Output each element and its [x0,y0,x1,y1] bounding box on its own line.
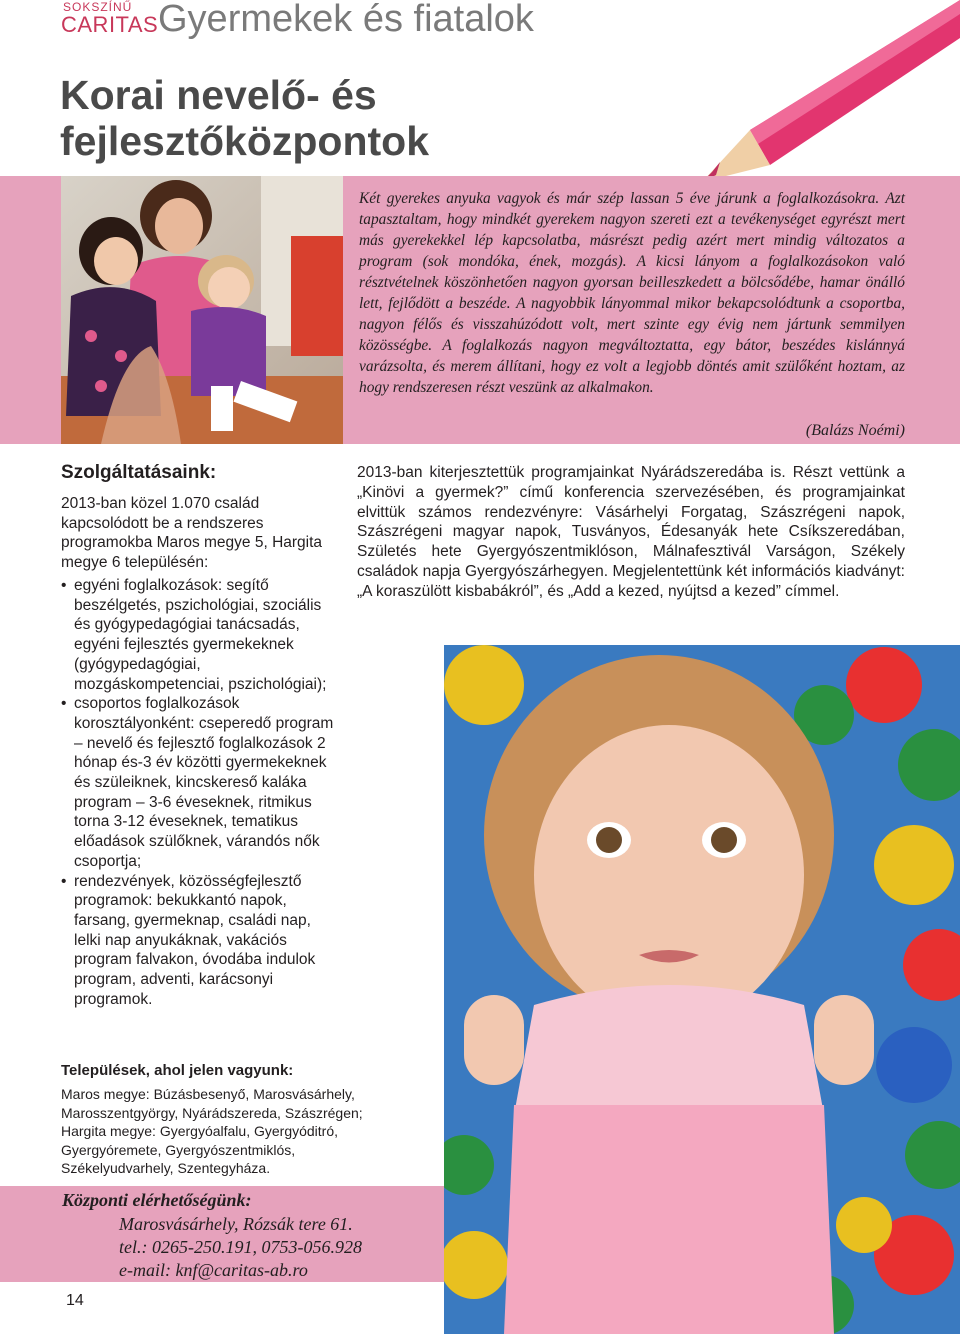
section-title: Gyermekek és fiatalok [158,0,534,40]
services-list-item: • rendezvények, közösségfejlesztő programok: bekukkantó napok, farsang, gyermeknap, családi nap, lelki nap anyukáknak, vakációs program falvakon, óvodába indulok program, adventi, karácsonyi programok. [61,872,341,1010]
services-list [61,576,341,1009]
contact-email: e-mail: knf@caritas-ab.ro [119,1260,308,1280]
title-line-2: fejlesztőközpontok [60,118,430,164]
maros-region-label: Maros megye: [61,1086,150,1102]
services-heading: Szolgáltatásaink: [61,462,217,483]
page-title [60,72,520,164]
services-list-item: • csoportos foglalkozások korosztályonként: cseperedő program – nevelő és fejlesztő foglalkozások 2 hónap és-3 év közötti gyermekeknek és szüleiknek, kincskereső kaláka program – 3-6 éveseknek, ritmikus torna 3-12 éveseknek, tematikus előadások szülőknek, várandós nők csoportja; [61,694,341,871]
programs-paragraph: 2013-ban kiterjesztettük programjainkat Nyárádszeredába is. Részt vettünk a „Kinövi a gyermek?” című konferencia szervezésében, és programjainkat elvittük számos rendezvényre: Vásárhelyi Forgatag, Szászrégeni napok, Szászrégeni magyar napok, Tusványos, Édesanyák hete Csíkszeredában, Születés hete Gyergyószentmiklóson, Málnafesztivál Varságon, Székely családok napja Gyergyószárhegyen. Megjelentettünk két információs kiadványt: „A koraszülött kisbabákról”, és „Add a kezed, nyújtsd a kezed” címmel. [357,464,905,600]
contact-heading: Központi elérhetőségünk: [62,1190,252,1210]
page-number: 14 [66,1292,84,1309]
pencil-illustration [690,0,960,200]
child-in-ball-pit-photo [444,645,960,1334]
towns-heading: Települések, ahol jelen vagyunk: [61,1062,294,1079]
contact-phone: tel.: 0265-250.191, 0753-056.928 [119,1237,362,1257]
brand-logo-text: CARITAS [61,12,159,37]
title-line-1: Korai nevelő- és [60,72,377,118]
testimonial-author: (Balázs Noémi) [805,422,905,439]
hargita-towns: Gyergyóalfalu, Gyergyóditró, Gyergyóremete, Gyergyószentmiklós, Székelyudvarhely, Szentegyháza. [61,1123,339,1176]
mother-with-children-photo [61,176,343,444]
maros-towns: Búzásbesenyő, Marosvásárhely, Marosszentgyörgy, Nyárádszereda, Szászrégen; [61,1086,363,1121]
contact-address: Marosvásárhely, Rózsák tere 61. [119,1214,353,1234]
testimonial-text: Két gyerekes anyuka vagyok és már szép lassan 5 éve járunk a foglalkozásokra. Azt tapasztaltam, hogy mindkét gyerekem nagyon szereti ezt a tevékenységet egyrészt mert más gyerekekkel lép kapcsolatba, másrészt pedig azért mert mindig változatos a program (sok mondóka, ének, mozgás). A kicsi lányom a foglalkozásokon való résztvételnek köszönhetően nagyon gyorsan beilleszkedett a bölcsődébe, hamar önálló lett, fejlődött a beszéde. A nagyobbik lányommal mikor bekapcsolódtunk a csoportba, nagyon félős és visszahúzódott volt, mert szinte egy évig nem jártunk semmilyen közösségbe. A foglalkozás nagyon megváltoztatta, egy bátor, beszédes kislánnyá varázsolta, és merem állítani, hogy ez volt a legjobb döntés amit szülőként hoztam, az hogy rendszeresen részt veszünk az alkalmakon. [359,190,905,396]
hargita-region-label: Hargita megye: [61,1123,156,1139]
brand-subtitle: SOKSZÍNŰ [63,0,133,14]
contact-details [119,1213,362,1282]
towns-list [61,1085,391,1178]
services-list-item: • egyéni foglalkozások: segítő beszélgetés, pszichológiai, szociális és gyógypedagógiai tanácsadás, egyéni fejlesztés gyermekeknek (gyógypedagógiai, mozgáskompetenciai, pszichológiai); [61,576,341,694]
services-intro: 2013-ban közel 1.070 család kapcsolódott be a rendszeres programokba Maros megye 5, Hargita megye 6 településén: [61,495,323,572]
